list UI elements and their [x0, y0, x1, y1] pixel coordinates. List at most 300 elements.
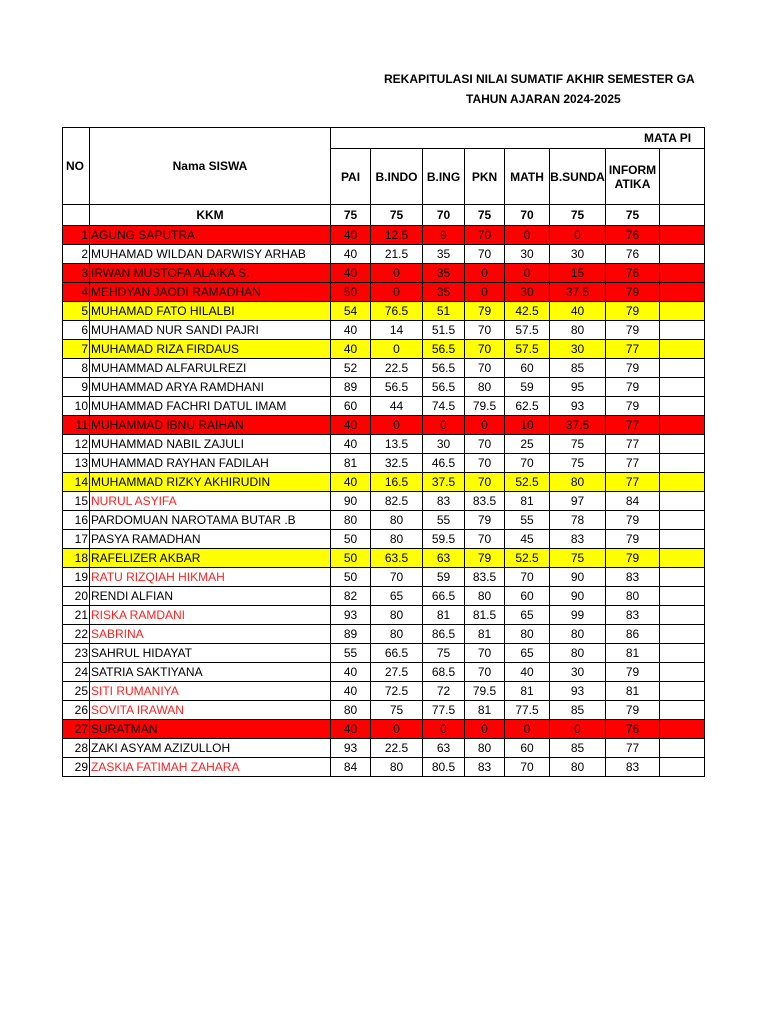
header-subject: PKN: [465, 149, 505, 205]
header-subject: B.ING: [423, 149, 465, 205]
score-cell: 0: [465, 720, 505, 739]
score-cell: 37.5: [550, 283, 606, 302]
score-cell: 40: [331, 340, 371, 359]
score-cell: 77.5: [505, 701, 550, 720]
score-cell: 75: [423, 644, 465, 663]
score-cell: 0: [465, 283, 505, 302]
score-cell: 82: [331, 587, 371, 606]
score-cell: 89: [331, 625, 371, 644]
score-cell: 10: [505, 416, 550, 435]
student-name: MEHDYAN JAODI RAMADHAN: [90, 283, 331, 302]
overflow-cell: [660, 625, 705, 644]
table-row: [63, 340, 705, 359]
score-cell: 77.5: [423, 701, 465, 720]
table-row: [63, 245, 705, 264]
score-cell: 65: [505, 644, 550, 663]
table-row: [63, 283, 705, 302]
student-no: 11: [63, 416, 90, 435]
overflow-cell: [660, 682, 705, 701]
student-name: PARDOMUAN NAROTAMA BUTAR .B: [90, 511, 331, 530]
score-cell: 81: [465, 625, 505, 644]
score-cell: 13.5: [371, 435, 423, 454]
student-no: 28: [63, 739, 90, 758]
kkm-value: 75: [465, 205, 505, 226]
score-cell: 70: [465, 245, 505, 264]
score-cell: 56.5: [423, 340, 465, 359]
student-name: SATRIA SAKTIYANA: [90, 663, 331, 682]
student-no: 6: [63, 321, 90, 340]
table-row: [63, 511, 705, 530]
overflow-cell: [660, 644, 705, 663]
score-cell: 16.5: [371, 473, 423, 492]
score-cell: 77: [606, 739, 660, 758]
score-cell: 40: [331, 226, 371, 245]
student-no: 24: [63, 663, 90, 682]
score-cell: 77: [606, 435, 660, 454]
overflow-cell: [660, 492, 705, 511]
score-cell: 70: [465, 663, 505, 682]
score-cell: 79.5: [465, 682, 505, 701]
score-cell: 70: [465, 359, 505, 378]
student-no: 13: [63, 454, 90, 473]
header-name: Nama SISWA: [90, 128, 331, 205]
student-name: MUHAMMAD RIZKY AKHIRUDIN: [90, 473, 331, 492]
score-cell: 40: [331, 435, 371, 454]
score-cell: 0: [465, 416, 505, 435]
score-cell: 35: [423, 245, 465, 264]
score-cell: 0: [465, 264, 505, 283]
overflow-cell: [660, 264, 705, 283]
overflow-cell: [660, 302, 705, 321]
score-cell: 40: [331, 416, 371, 435]
score-cell: 30: [423, 435, 465, 454]
score-cell: 79: [606, 378, 660, 397]
student-no: 16: [63, 511, 90, 530]
score-cell: 50: [331, 283, 371, 302]
score-cell: 60: [331, 397, 371, 416]
score-cell: 80: [606, 587, 660, 606]
score-cell: 0: [371, 416, 423, 435]
score-cell: 45: [505, 530, 550, 549]
score-cell: 80: [371, 511, 423, 530]
score-cell: 52.5: [505, 473, 550, 492]
overflow-cell: [660, 473, 705, 492]
score-cell: 22.5: [371, 739, 423, 758]
score-cell: 70: [465, 340, 505, 359]
score-cell: 70: [465, 454, 505, 473]
overflow-cell: [660, 739, 705, 758]
score-cell: 44: [371, 397, 423, 416]
score-cell: 85: [550, 359, 606, 378]
score-cell: 80: [505, 625, 550, 644]
table-row: [63, 473, 705, 492]
student-no: 21: [63, 606, 90, 625]
kkm-overflow-cell: [660, 205, 705, 226]
score-cell: 80: [550, 473, 606, 492]
table-row: [63, 378, 705, 397]
score-cell: 79: [606, 511, 660, 530]
score-cell: 84: [331, 758, 371, 777]
overflow-cell: [660, 511, 705, 530]
score-cell: 25: [505, 435, 550, 454]
score-cell: 40: [331, 321, 371, 340]
student-name: IRWAN MUSTOFA ALAIKA S.: [90, 264, 331, 283]
score-cell: 50: [331, 568, 371, 587]
score-cell: 0: [505, 264, 550, 283]
score-cell: 56.5: [371, 378, 423, 397]
score-cell: 79: [606, 701, 660, 720]
student-no: 9: [63, 378, 90, 397]
table-row: [63, 758, 705, 777]
score-cell: 79: [606, 549, 660, 568]
student-name: MUHAMMAD RAYHAN FADILAH: [90, 454, 331, 473]
score-cell: 76: [606, 226, 660, 245]
score-cell: 0: [505, 226, 550, 245]
table-row: [63, 739, 705, 758]
overflow-cell: [660, 359, 705, 378]
student-no: 26: [63, 701, 90, 720]
score-cell: 70: [371, 568, 423, 587]
student-name: RENDI ALFIAN: [90, 587, 331, 606]
student-name: MUHAMMAD FACHRI DATUL IMAM: [90, 397, 331, 416]
student-no: 18: [63, 549, 90, 568]
student-name: ZASKIA FATIMAH ZAHARA: [90, 758, 331, 777]
student-name: MUHAMAD WILDAN DARWISY ARHAB: [90, 245, 331, 264]
grades-table: [62, 127, 705, 777]
score-cell: 76: [606, 245, 660, 264]
score-cell: 60: [505, 739, 550, 758]
score-cell: 72: [423, 682, 465, 701]
table-row: [63, 454, 705, 473]
score-cell: 51.5: [423, 321, 465, 340]
score-cell: 80: [550, 625, 606, 644]
student-name: AGUNG SAPUTRA: [90, 226, 331, 245]
header-subject: PAI: [331, 149, 371, 205]
student-no: 27: [63, 720, 90, 739]
score-cell: 95: [550, 378, 606, 397]
score-cell: 80: [371, 625, 423, 644]
score-cell: 80: [371, 606, 423, 625]
kkm-value: 75: [550, 205, 606, 226]
table-row: [63, 321, 705, 340]
score-cell: 59: [505, 378, 550, 397]
score-cell: 85: [550, 739, 606, 758]
score-cell: 79: [606, 663, 660, 682]
score-cell: 12.5: [371, 226, 423, 245]
score-cell: 63.5: [371, 549, 423, 568]
overflow-cell: [660, 758, 705, 777]
score-cell: 63: [423, 549, 465, 568]
score-cell: 99: [550, 606, 606, 625]
score-cell: 30: [550, 663, 606, 682]
score-cell: 56.5: [423, 359, 465, 378]
score-cell: 0: [371, 283, 423, 302]
student-name: MUHAMAD RIZA FIRDAUS: [90, 340, 331, 359]
score-cell: 0: [505, 720, 550, 739]
score-cell: 79: [465, 511, 505, 530]
score-cell: 90: [550, 568, 606, 587]
overflow-cell: [660, 587, 705, 606]
report-title: REKAPITULASI NILAI SUMATIF AKHIR SEMESTER GA: [384, 72, 695, 86]
student-no: 12: [63, 435, 90, 454]
student-no: 17: [63, 530, 90, 549]
score-cell: 0: [550, 720, 606, 739]
header-subject: B.SUNDA: [550, 149, 606, 205]
score-cell: 63: [423, 739, 465, 758]
student-no: 5: [63, 302, 90, 321]
student-name: MUHAMAD FATO HILALBI: [90, 302, 331, 321]
student-name: SITI RUMANIYA: [90, 682, 331, 701]
score-cell: 60: [505, 587, 550, 606]
score-cell: 40: [331, 264, 371, 283]
overflow-cell: [660, 701, 705, 720]
score-cell: 52.5: [505, 549, 550, 568]
score-cell: 40: [331, 473, 371, 492]
student-no: 15: [63, 492, 90, 511]
score-cell: 77: [606, 473, 660, 492]
score-cell: 83: [606, 568, 660, 587]
score-cell: 57.5: [505, 321, 550, 340]
score-cell: 62.5: [505, 397, 550, 416]
student-no: 23: [63, 644, 90, 663]
score-cell: 81: [465, 701, 505, 720]
score-cell: 66.5: [423, 587, 465, 606]
overflow-cell: [660, 321, 705, 340]
table-row: [63, 663, 705, 682]
score-cell: 80: [550, 758, 606, 777]
table-row: [63, 416, 705, 435]
score-cell: 81: [505, 682, 550, 701]
score-cell: 79.5: [465, 397, 505, 416]
score-cell: 79: [606, 283, 660, 302]
score-cell: 90: [331, 492, 371, 511]
overflow-cell: [660, 416, 705, 435]
header-no: NO: [63, 128, 90, 205]
student-name: SAHRUL HIDAYAT: [90, 644, 331, 663]
student-no: 20: [63, 587, 90, 606]
student-name: MUHAMMAD IBNU RAIHAN: [90, 416, 331, 435]
score-cell: 80: [371, 530, 423, 549]
score-cell: 90: [550, 587, 606, 606]
score-cell: 81: [331, 454, 371, 473]
table-row: [63, 682, 705, 701]
score-cell: 79: [465, 549, 505, 568]
score-cell: 80: [371, 758, 423, 777]
score-cell: 0: [550, 226, 606, 245]
score-cell: 79: [606, 359, 660, 378]
score-cell: 30: [550, 340, 606, 359]
score-cell: 55: [423, 511, 465, 530]
score-cell: 14: [371, 321, 423, 340]
score-cell: 65: [371, 587, 423, 606]
student-no: 10: [63, 397, 90, 416]
score-cell: 68.5: [423, 663, 465, 682]
score-cell: 40: [331, 720, 371, 739]
score-cell: 9: [423, 226, 465, 245]
score-cell: 70: [505, 758, 550, 777]
score-cell: 60: [505, 359, 550, 378]
kkm-label: KKM: [90, 205, 331, 226]
score-cell: 77: [606, 454, 660, 473]
score-cell: 77: [606, 340, 660, 359]
table-row: [63, 625, 705, 644]
table-row: [63, 530, 705, 549]
score-cell: 35: [423, 283, 465, 302]
score-cell: 93: [550, 682, 606, 701]
score-cell: 59: [423, 568, 465, 587]
score-cell: 70: [465, 473, 505, 492]
student-name: MUHAMMAD ARYA RAMDHANI: [90, 378, 331, 397]
score-cell: 27.5: [371, 663, 423, 682]
score-cell: 0: [423, 416, 465, 435]
student-no: 1: [63, 226, 90, 245]
score-cell: 76: [606, 264, 660, 283]
student-no: 4: [63, 283, 90, 302]
score-cell: 40: [331, 245, 371, 264]
score-cell: 0: [371, 340, 423, 359]
score-cell: 83: [550, 530, 606, 549]
student-no: 25: [63, 682, 90, 701]
score-cell: 40: [505, 663, 550, 682]
score-cell: 83: [465, 758, 505, 777]
score-cell: 56.5: [423, 378, 465, 397]
table-row: [63, 701, 705, 720]
score-cell: 84: [606, 492, 660, 511]
overflow-cell: [660, 530, 705, 549]
score-cell: 78: [550, 511, 606, 530]
student-name: RATU RIZQIAH HIKMAH: [90, 568, 331, 587]
score-cell: 93: [331, 739, 371, 758]
score-cell: 70: [505, 454, 550, 473]
header-subject: B.INDO: [371, 149, 423, 205]
score-cell: 66.5: [371, 644, 423, 663]
overflow-cell: [660, 378, 705, 397]
header-subject: MATH: [505, 149, 550, 205]
header-subject-group: MATA PI: [331, 128, 705, 149]
score-cell: 65: [505, 606, 550, 625]
score-cell: 89: [331, 378, 371, 397]
score-cell: 52: [331, 359, 371, 378]
overflow-cell: [660, 226, 705, 245]
score-cell: 76: [606, 720, 660, 739]
score-cell: 55: [505, 511, 550, 530]
student-name: SABRINA: [90, 625, 331, 644]
student-name: MUHAMMAD ALFARULREZI: [90, 359, 331, 378]
score-cell: 40: [331, 663, 371, 682]
overflow-cell: [660, 606, 705, 625]
score-cell: 70: [465, 226, 505, 245]
score-cell: 81: [505, 492, 550, 511]
table-row: [63, 492, 705, 511]
table-row: [63, 568, 705, 587]
table-row: [63, 226, 705, 245]
student-no: 2: [63, 245, 90, 264]
score-cell: 93: [550, 397, 606, 416]
score-cell: 77: [606, 416, 660, 435]
score-cell: 76.5: [371, 302, 423, 321]
score-cell: 86: [606, 625, 660, 644]
score-cell: 0: [371, 720, 423, 739]
score-cell: 79: [606, 302, 660, 321]
table-row: [63, 720, 705, 739]
table-row: [63, 606, 705, 625]
overflow-cell: [660, 663, 705, 682]
score-cell: 30: [550, 245, 606, 264]
student-name: MUHAMAD NUR SANDI PAJRI: [90, 321, 331, 340]
overflow-cell: [660, 549, 705, 568]
table-row: [63, 644, 705, 663]
score-cell: 35: [423, 264, 465, 283]
student-name: RISKA RAMDANI: [90, 606, 331, 625]
student-name: ZAKI ASYAM AZIZULLOH: [90, 739, 331, 758]
score-cell: 22.5: [371, 359, 423, 378]
overflow-cell: [660, 283, 705, 302]
score-cell: 82.5: [371, 492, 423, 511]
student-name: NURUL ASYIFA: [90, 492, 331, 511]
score-cell: 70: [465, 644, 505, 663]
score-cell: 83.5: [465, 492, 505, 511]
score-cell: 83.5: [465, 568, 505, 587]
overflow-cell: [660, 568, 705, 587]
kkm-value: 70: [505, 205, 550, 226]
kkm-row: [63, 205, 705, 226]
score-cell: 51: [423, 302, 465, 321]
overflow-cell: [660, 340, 705, 359]
score-cell: 86.5: [423, 625, 465, 644]
score-cell: 74.5: [423, 397, 465, 416]
score-cell: 79: [465, 302, 505, 321]
score-cell: 50: [331, 549, 371, 568]
score-cell: 79: [606, 530, 660, 549]
score-cell: 72.5: [371, 682, 423, 701]
score-cell: 55: [331, 644, 371, 663]
score-cell: 81: [606, 644, 660, 663]
table-row: [63, 587, 705, 606]
table-row: [63, 549, 705, 568]
header-subject-overflow: [660, 149, 705, 205]
score-cell: 75: [371, 701, 423, 720]
score-cell: 75: [550, 435, 606, 454]
score-cell: 15: [550, 264, 606, 283]
student-no: 22: [63, 625, 90, 644]
kkm-value: 75: [606, 205, 660, 226]
student-no: 29: [63, 758, 90, 777]
overflow-cell: [660, 245, 705, 264]
score-cell: 80: [331, 511, 371, 530]
score-cell: 81: [606, 682, 660, 701]
student-no: 8: [63, 359, 90, 378]
score-cell: 40: [550, 302, 606, 321]
student-no: 14: [63, 473, 90, 492]
score-cell: 0: [423, 720, 465, 739]
score-cell: 21.5: [371, 245, 423, 264]
score-cell: 81: [423, 606, 465, 625]
score-cell: 80.5: [423, 758, 465, 777]
score-cell: 80: [465, 587, 505, 606]
kkm-value: 75: [331, 205, 371, 226]
student-name: RAFELIZER AKBAR: [90, 549, 331, 568]
table-row: [63, 435, 705, 454]
student-no: 3: [63, 264, 90, 283]
score-cell: 59.5: [423, 530, 465, 549]
score-cell: 70: [465, 435, 505, 454]
table-row: [63, 397, 705, 416]
score-cell: 93: [331, 606, 371, 625]
table-row: [63, 359, 705, 378]
score-cell: 30: [505, 245, 550, 264]
score-cell: 75: [550, 454, 606, 473]
score-cell: 85: [550, 701, 606, 720]
